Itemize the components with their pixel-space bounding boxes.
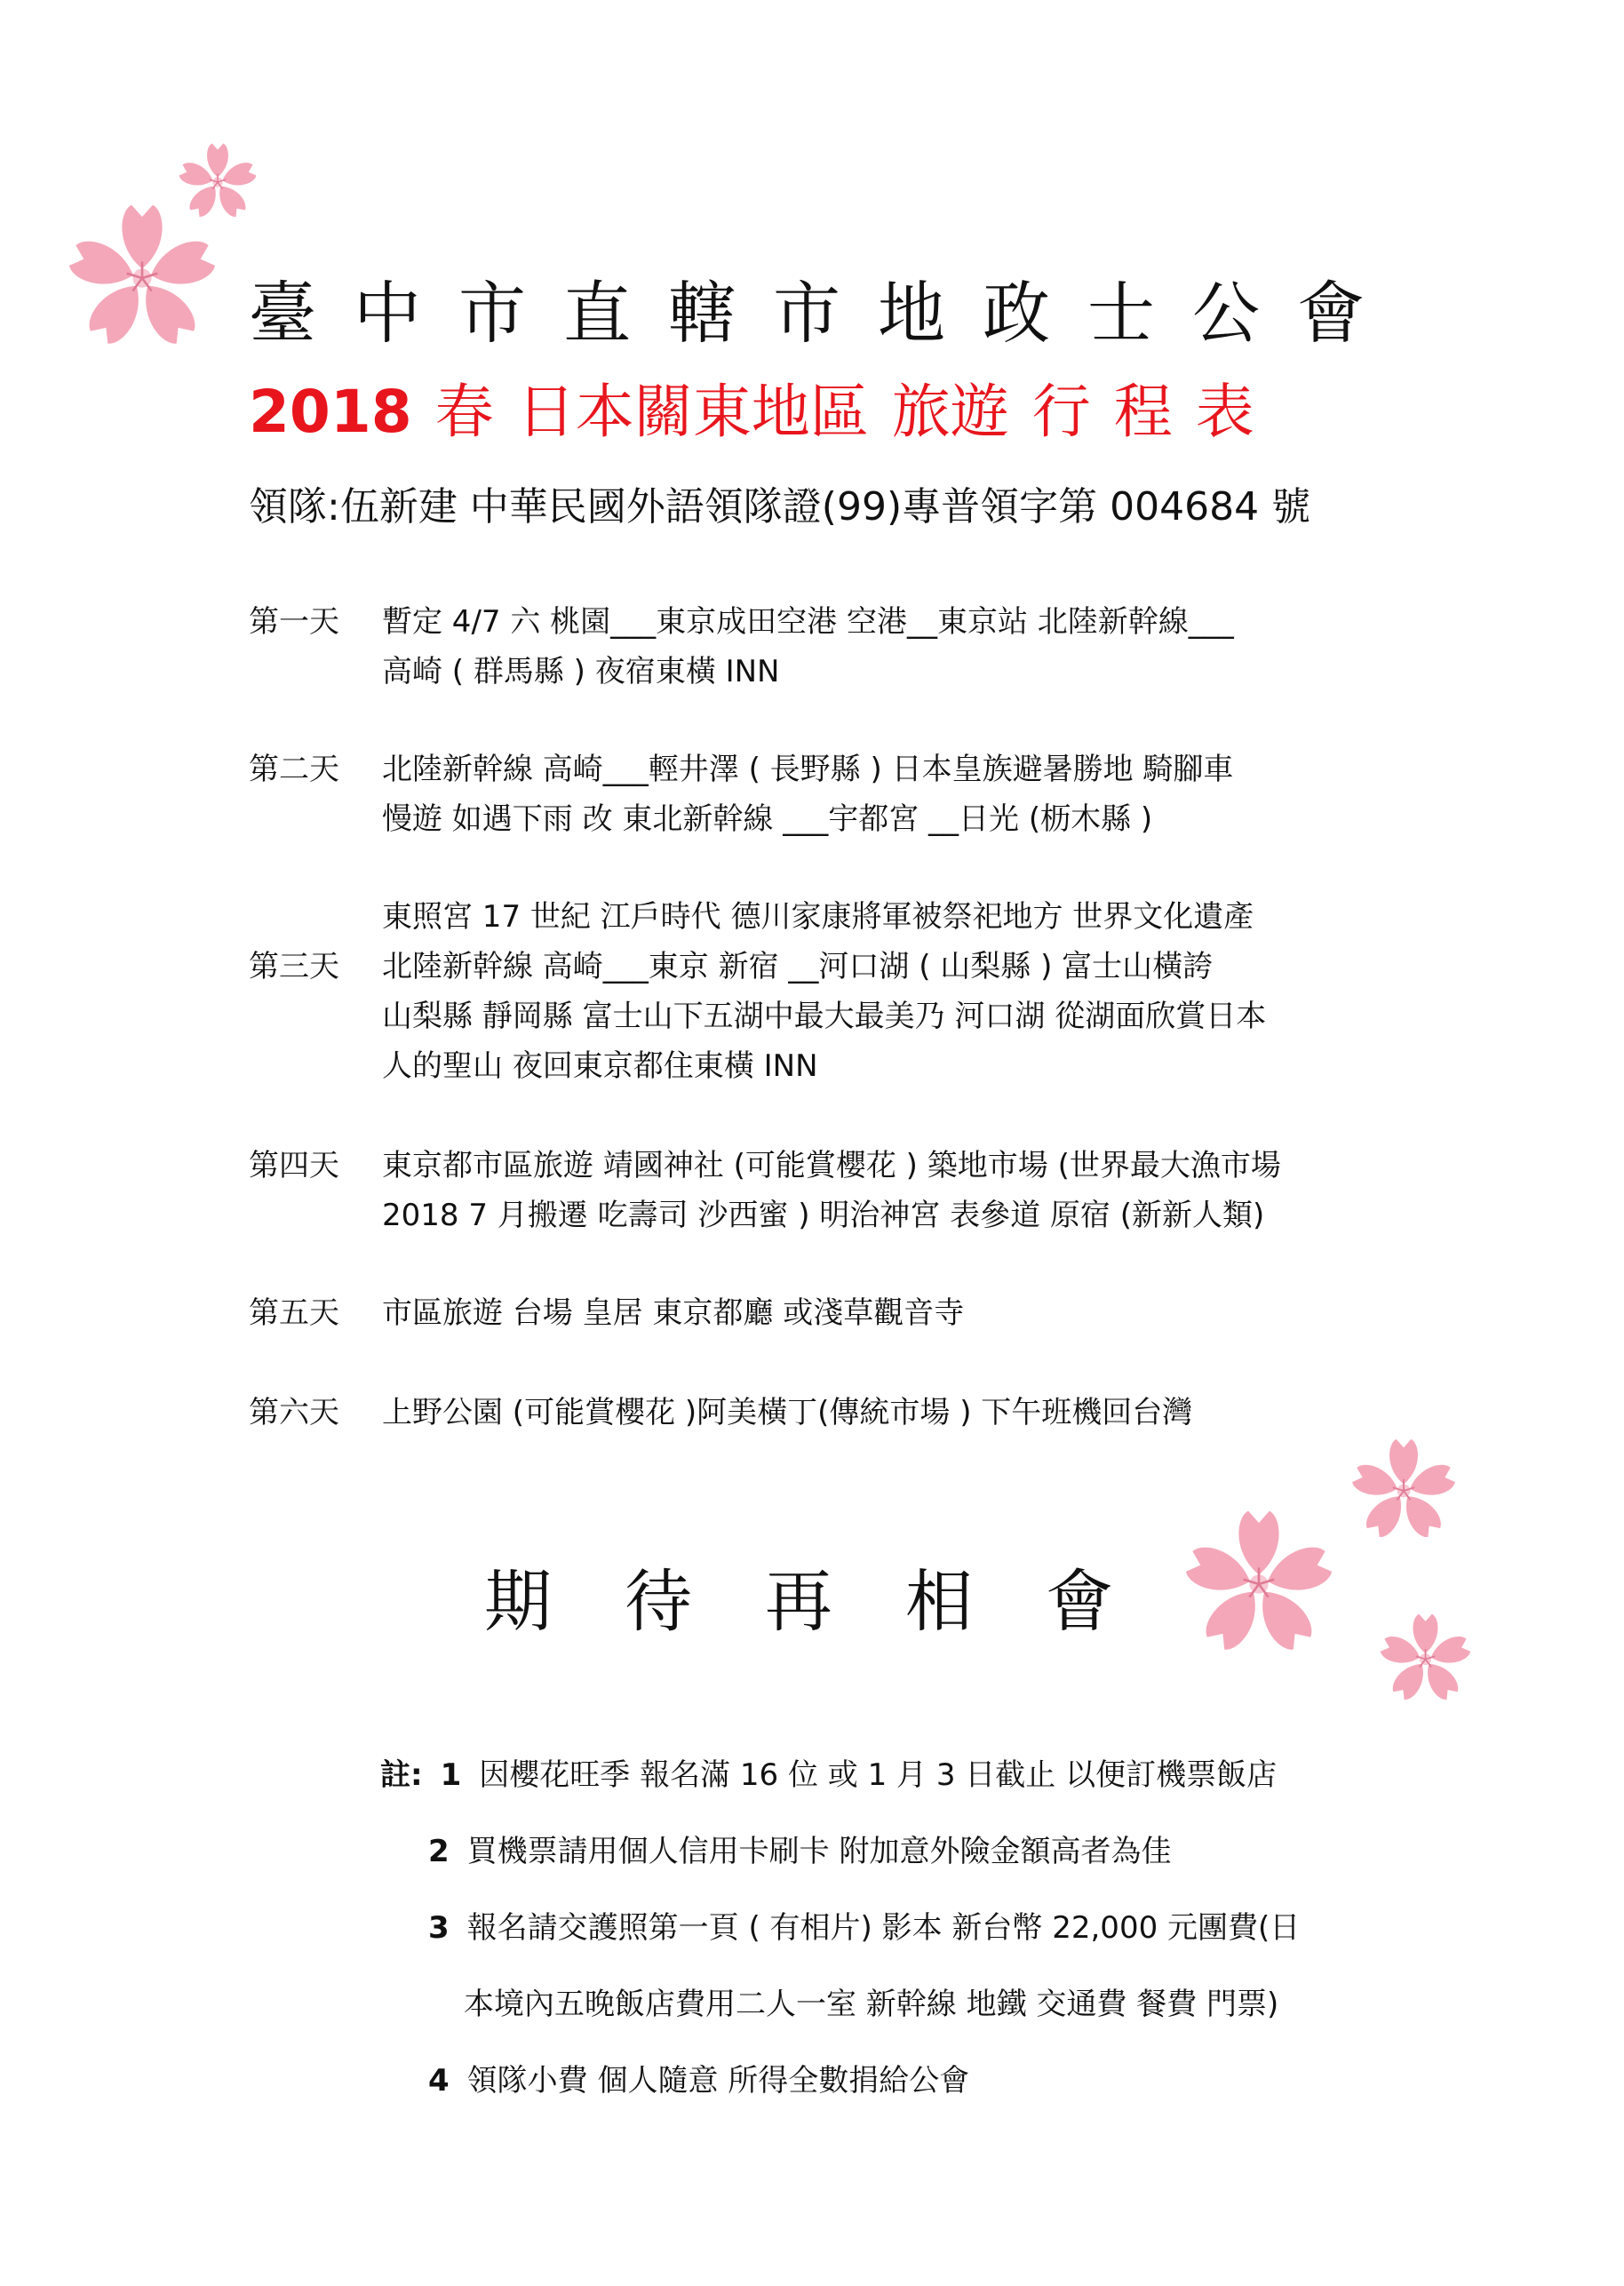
- day-line: 暫定 4/7 六 桃園___東京成田空港 空港__東京站 北陸新幹線___: [382, 604, 1234, 640]
- day-label: 第一天: [249, 604, 339, 640]
- subtitle-word: 程: [1113, 378, 1173, 446]
- tour-leader-info: 領隊:伍新建 中華民國外語領隊證(99)專普領字第 004684 號: [249, 484, 1311, 530]
- day-label: 第六天: [249, 1395, 339, 1430]
- note-number: 2: [428, 1834, 450, 1869]
- subtitle-word: 表: [1195, 378, 1254, 446]
- page-title: 臺中市直轄市地政士公會: [249, 274, 1402, 353]
- note-text: 因櫻花旺季 報名滿 16 位 或 1 月 3 日截止 以便訂機票飯店: [479, 1757, 1278, 1793]
- note-number: 4: [428, 2063, 450, 2099]
- day-description: [382, 597, 1421, 697]
- note-item: [428, 1827, 1171, 1870]
- note-text: 本境內五晚飯店費用二人一室 新幹線 地鐵 交通費 餐費 門票): [464, 1987, 1279, 2022]
- day-label: 第三天: [249, 949, 339, 984]
- note-item: [428, 1903, 1300, 1947]
- day-line: 人的聖山 夜回東京都住東橫 INN: [382, 1048, 818, 1084]
- note-text: 買機票請用個人信用卡刷卡 附加意外險金額高者為佳: [466, 1834, 1172, 1869]
- note-text: 報名請交護照第一頁 ( 有相片) 影本 新台幣 22,000 元團費(日: [466, 1910, 1301, 1946]
- day-line: 2018 7 月搬遷 吃壽司 沙西蜜 ) 明治神宮 表參道 原宿 (新新人類): [382, 1198, 1265, 1233]
- subtitle-season: 春: [434, 378, 494, 446]
- subtitle-region: 日本關東地區: [516, 378, 869, 446]
- note-item: [380, 1750, 1277, 1794]
- cherry-blossom-icon: [1350, 1438, 1457, 1544]
- note-item: [428, 2056, 969, 2099]
- note-item: [464, 1979, 1278, 2023]
- note-prefix: 註:: [380, 1757, 423, 1793]
- note-text: 領隊小費 個人隨意 所得全數捐給公會: [466, 2063, 970, 2099]
- note-number: 3: [428, 1910, 450, 1946]
- day-line: 北陸新幹線 高崎___東京 新宿 __河口湖 ( 山梨縣 ) 富士山橫誇: [382, 949, 1214, 984]
- page-subtitle: [249, 364, 1278, 449]
- day-line: 山梨縣 靜岡縣 富士山下五湖中最大最美乃 河口湖 從湖面欣賞日本: [382, 999, 1267, 1034]
- day-description: [382, 1288, 1421, 1338]
- day-description: [382, 892, 1421, 1091]
- day-label: 第四天: [249, 1148, 339, 1183]
- day-line: 東照宮 17 世紀 江戶時代 德川家康將軍被祭祀地方 世界文化遺產: [382, 899, 1254, 935]
- day-label: 第二天: [249, 752, 339, 787]
- cherry-blossom-icon: [67, 203, 218, 354]
- day-line: 東京都市區旅遊 靖國神社 (可能賞櫻花 ) 築地市場 (世界最大漁市場: [382, 1148, 1281, 1183]
- cherry-blossom-icon: [1183, 1509, 1334, 1660]
- day-description: [382, 1141, 1421, 1240]
- day-line: 上野公園 (可能賞櫻花 )阿美橫丁(傳統市場 ) 下午班機回台灣: [382, 1395, 1193, 1430]
- note-number: 1: [440, 1757, 462, 1793]
- day-line: 高崎 ( 群馬縣 ) 夜宿東橫 INN: [382, 654, 780, 689]
- day-description: [382, 1388, 1421, 1438]
- subtitle-year: 2018: [249, 378, 412, 446]
- day-label: 第五天: [249, 1295, 339, 1331]
- day-line: 慢遊 如遇下雨 改 東北新幹線 ___宇都宮 __日光 (枥木縣 ): [382, 801, 1153, 837]
- subtitle-travel: 旅遊: [891, 378, 1009, 446]
- day-description: [382, 745, 1421, 844]
- subtitle-word: 行: [1031, 378, 1091, 446]
- cherry-blossom-icon: [1379, 1613, 1472, 1706]
- day-line: 北陸新幹線 高崎___輕井澤 ( 長野縣 ) 日本皇族避暑勝地 騎腳車: [382, 752, 1234, 787]
- closing-message: 期待再相會: [484, 1562, 1186, 1641]
- day-line: 市區旅遊 台場 皇居 東京都廳 或淺草觀音寺: [382, 1295, 965, 1331]
